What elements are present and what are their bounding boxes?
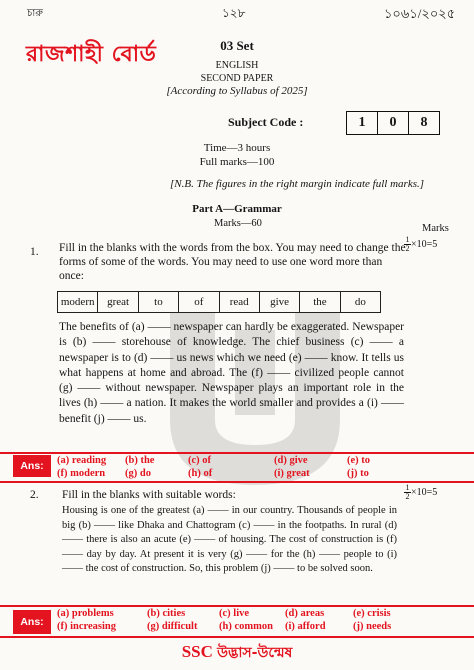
marks-total: ×10=5 bbox=[411, 486, 438, 498]
word-box-item: to bbox=[139, 292, 179, 312]
syllabus-label: [According to Syllabus of 2025] bbox=[166, 85, 308, 97]
word-box-item: the bbox=[300, 292, 340, 312]
answer-2-label: Ans: bbox=[13, 610, 51, 634]
answer-item: (j) to bbox=[347, 468, 369, 479]
question-2-instruction: Fill in the blanks with suitable words: bbox=[62, 489, 236, 501]
answer-item: (f) increasing bbox=[57, 621, 117, 632]
question-2-number: 2. bbox=[30, 489, 39, 501]
answer-item: (i) great bbox=[274, 468, 310, 479]
answer-item: (b) cities bbox=[147, 608, 186, 619]
word-box-item: do bbox=[354, 296, 366, 308]
marks-denominator: 2 bbox=[405, 492, 410, 501]
answer-item: (d) give bbox=[274, 455, 308, 466]
answer-item: (g) difficult bbox=[147, 621, 198, 632]
answer-item: (g) do bbox=[125, 468, 151, 479]
word-box-item: modern bbox=[58, 292, 98, 312]
answer-1-bottom-rule bbox=[0, 481, 474, 483]
answer-item: (e) to bbox=[347, 455, 371, 466]
subject-code-box bbox=[346, 111, 440, 135]
word-box-item: of bbox=[179, 292, 219, 312]
subject-label: ENGLISH bbox=[215, 60, 259, 71]
footer-ssc: SSC bbox=[181, 642, 213, 661]
marks-total: ×10=5 bbox=[411, 238, 438, 250]
answer-item: (b) the bbox=[125, 455, 155, 466]
answer-item: (a) problems bbox=[57, 608, 114, 619]
subject-code-digit: 8 bbox=[420, 115, 428, 130]
answer-item: (j) needs bbox=[353, 621, 392, 632]
page-number: ১২৮ bbox=[222, 6, 246, 20]
answer-item: (e) crisis bbox=[353, 608, 391, 619]
set-label: 03 Set bbox=[220, 38, 254, 53]
answer-item: (d) areas bbox=[285, 608, 325, 619]
question-1-instruction: Fill in the blanks with the words from the box. You may need to change the forms of some of the words. You may need to use one word more than once: bbox=[59, 242, 406, 282]
answer-item: (h) common bbox=[219, 621, 273, 632]
marks-column-label: Marks bbox=[422, 223, 449, 234]
marks-numerator: 1 bbox=[405, 235, 410, 244]
word-box-item: read bbox=[220, 292, 260, 312]
header-code: ১০৬১/২০২৫ bbox=[384, 6, 456, 21]
time-label: Time—3 hours bbox=[203, 142, 271, 154]
board-title: রাজশাহী বোর্ড bbox=[26, 42, 157, 67]
part-a-marks: Marks—60 bbox=[214, 218, 262, 229]
question-1-number: 1. bbox=[30, 246, 39, 258]
note-label: [N.B. The figures in the right margin indicate full marks.] bbox=[170, 178, 425, 190]
answer-1-row-1 bbox=[57, 454, 370, 467]
question-2-passage: Housing is one of the greatest (a) —— in our country. Thousands of people in big (b) —— like Dhaka and Chattogram (c) —— in the footpaths. In rural (d) —— there is also an acute (e) —— of housing. The cost of construction is (f) —— day by day. At present it is very (g) —— for the (h) —— people to (i) —— the cost of construction. So, this problem (j) —— to be solved soon. bbox=[62, 505, 397, 575]
question-2-marks bbox=[404, 484, 437, 501]
footer-tagline: উদ্ভাস-উন্মেষ bbox=[217, 645, 293, 661]
answer-item: (a) reading bbox=[57, 455, 107, 466]
answer-item: (c) of bbox=[188, 455, 212, 466]
answer-item: (c) live bbox=[219, 608, 250, 619]
header-left-label: চারু bbox=[27, 8, 43, 19]
answer-item: (i) afford bbox=[285, 621, 326, 632]
answer-item: (h) of bbox=[188, 468, 213, 479]
word-box-item: great bbox=[98, 292, 138, 312]
answer-1-row-2 bbox=[57, 467, 369, 480]
answer-2-row-1 bbox=[57, 607, 391, 620]
answer-item: (f) modern bbox=[57, 468, 106, 479]
paper-label: SECOND PAPER bbox=[200, 73, 274, 84]
subject-code-label: Subject Code : bbox=[228, 115, 304, 129]
full-marks-label: Full marks—100 bbox=[199, 156, 275, 168]
footer-brand bbox=[0, 641, 474, 665]
word-box bbox=[57, 291, 381, 313]
answer-2-bottom-rule bbox=[0, 636, 474, 638]
question-1-passage: The benefits of (a) —— newspaper can hardly be exaggerated. Newspaper is (b) —— storehouse of knowledge. The chief business (c) —— a newspaper is to (d) —— us news which we need (e) —— know. It tells us what happens at home and abroad. The (f) —— civilized people cannot (g) —— without newspaper. Newspaper plays an important role in the lives (h) —— a nation. It makes the world smaller and provides a (i) —— benefit (j) —— us. bbox=[59, 321, 404, 425]
marks-numerator: 1 bbox=[405, 483, 410, 492]
marks-denominator: 2 bbox=[405, 244, 410, 253]
answer-2-row-2 bbox=[57, 620, 391, 633]
answer-1-label: Ans: bbox=[13, 455, 51, 477]
part-a-title: Part A—Grammar bbox=[192, 203, 282, 215]
subject-code-digit: 1 bbox=[347, 112, 378, 134]
subject-code-digit: 0 bbox=[378, 112, 409, 134]
word-box-item: give bbox=[260, 292, 300, 312]
